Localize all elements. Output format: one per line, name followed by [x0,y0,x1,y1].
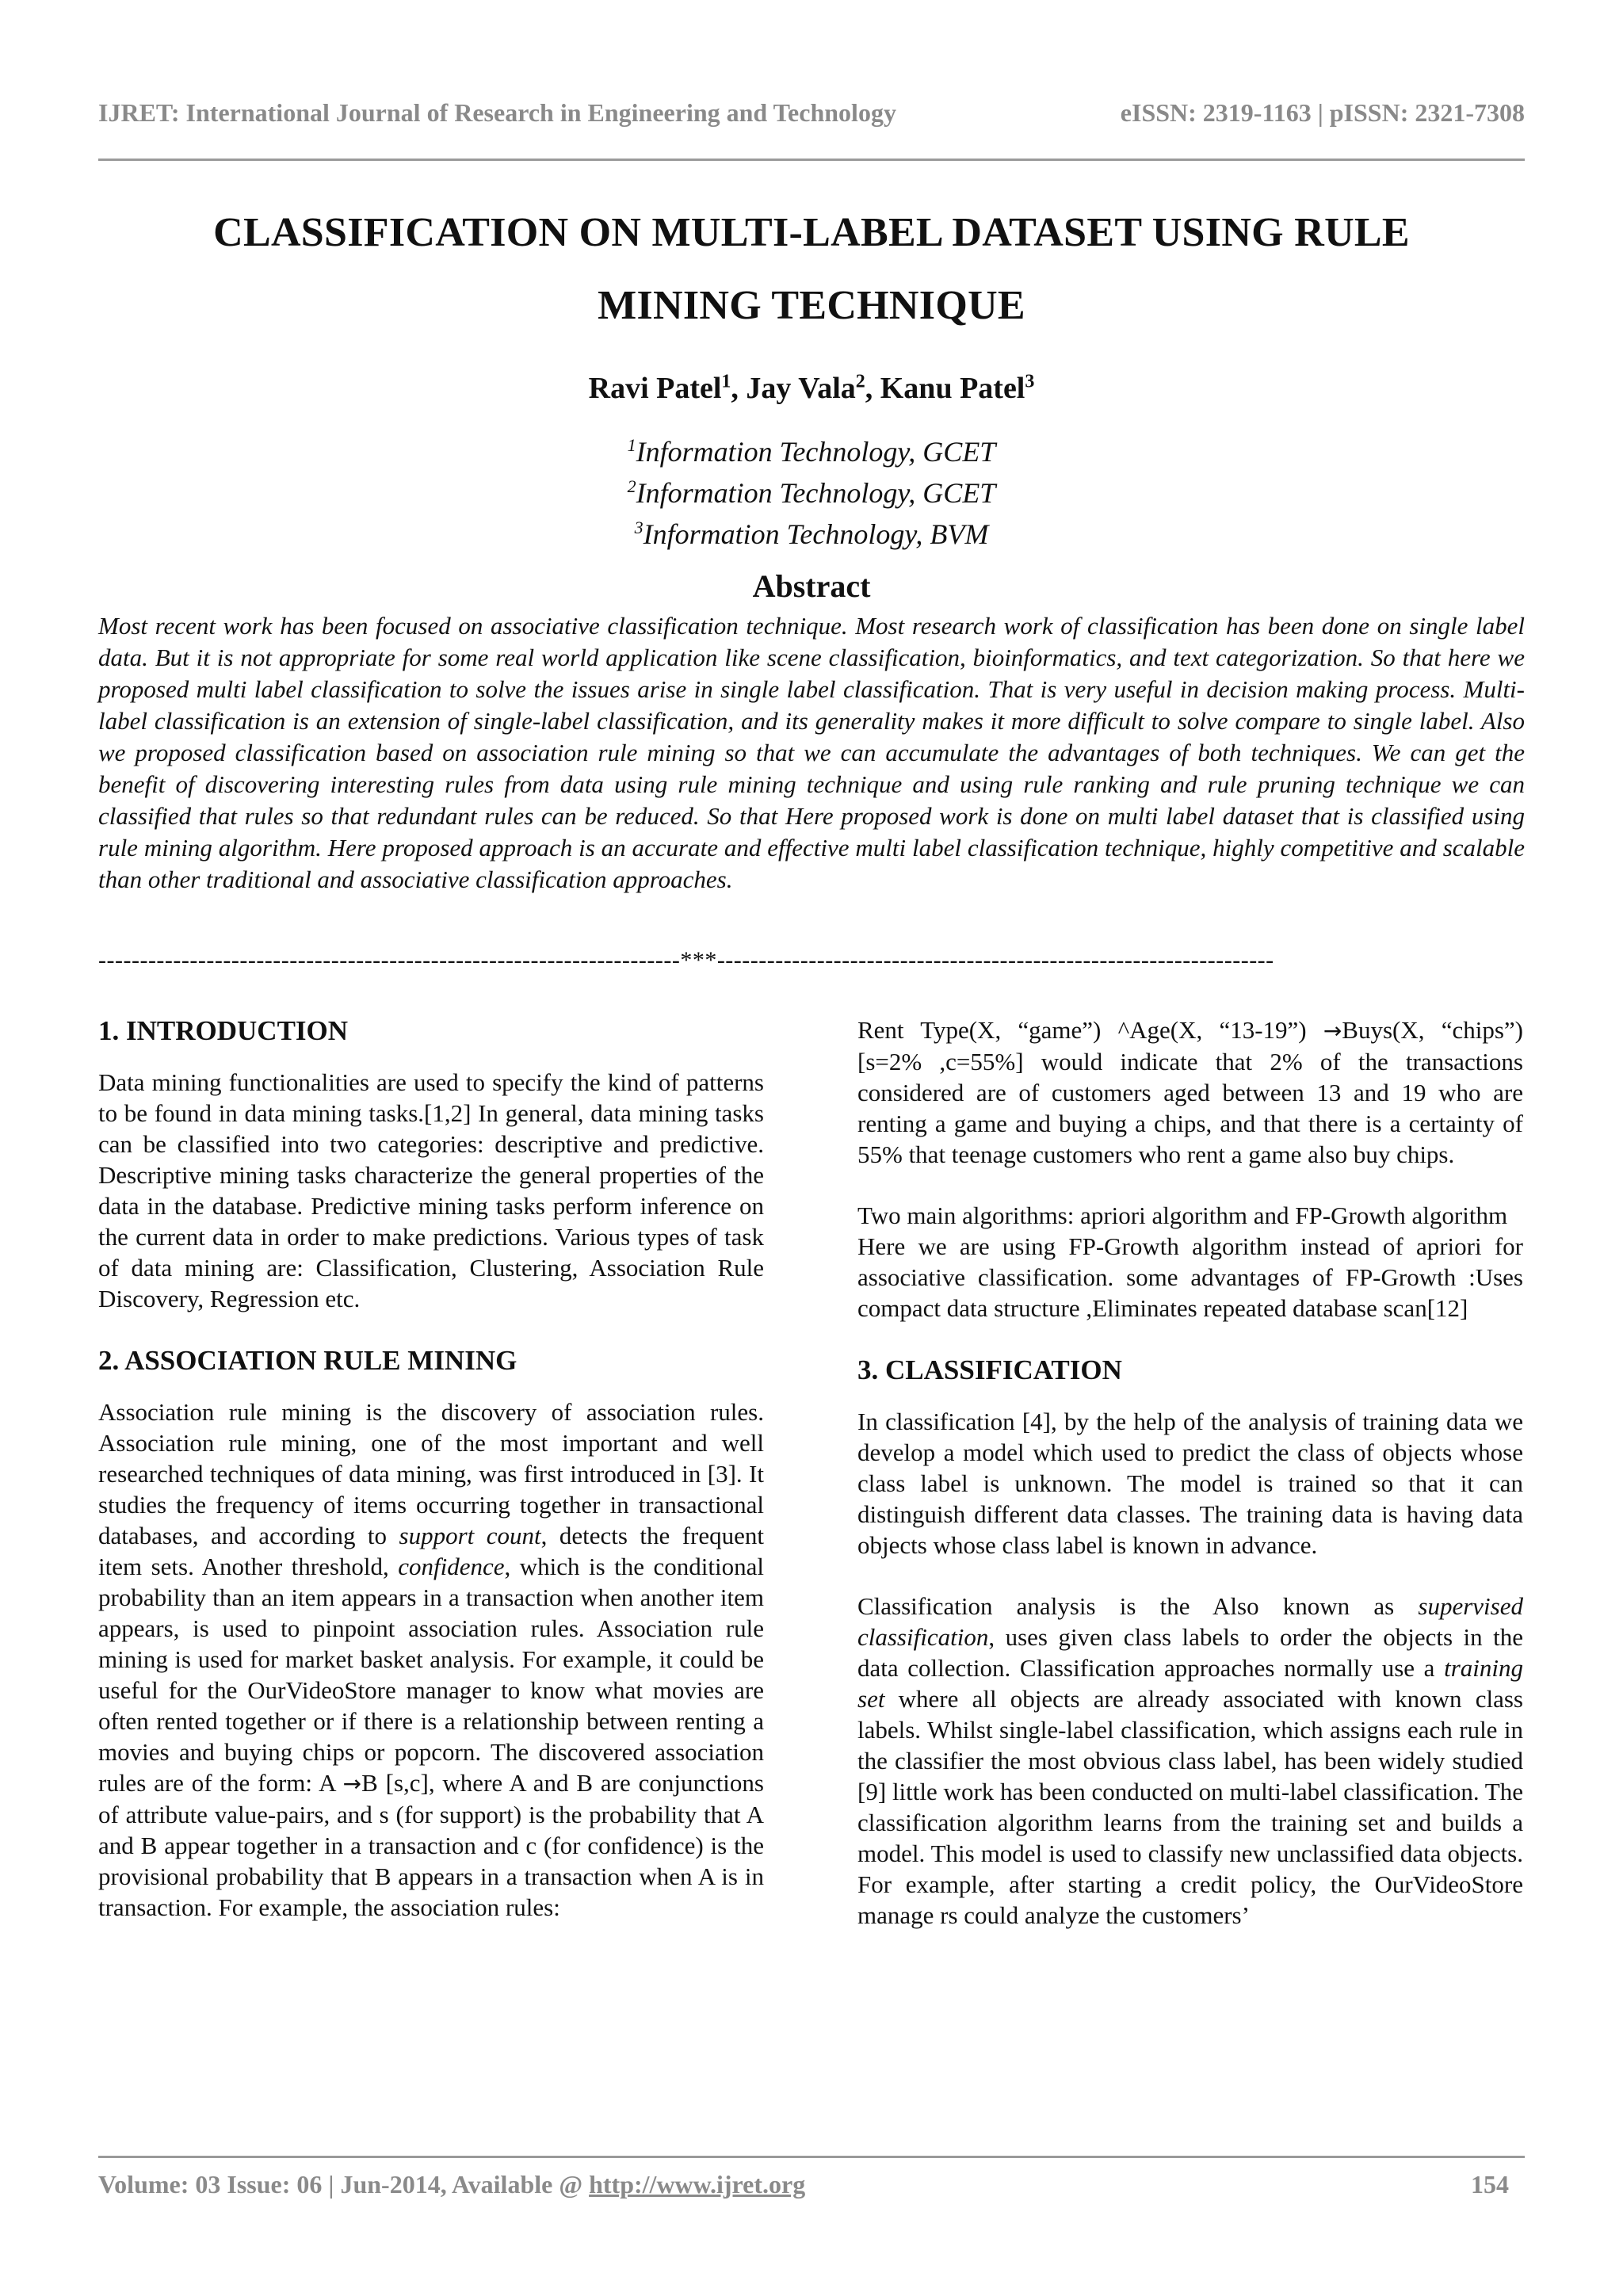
section-separator: ----------------------------------------------------------------------***------------------------------------------------------------------- [98,947,1274,973]
text-run: Buys(X, “chips”) [s=2% ,c=55%] would indicate that 2% of the transactions considered are of customers aged between 13 and 19 who are renting a game and buying a chips, and that there is a certainty of 55% that teenage customers who rent a game also buy chips. [857,1016,1523,1168]
journal-name: IJRET: International Journal of Research in Engineering and Technology [98,98,896,127]
author-name: Kanu Patel [880,372,1025,405]
right-arrow-icon: → [342,1771,362,1797]
classification-paragraph-2 [857,1591,1523,1931]
abstract-body: Most recent work has been focused on associative classification technique. Most research work of classification has been done on single label data. But it is not appropriate for some real world application like scene classification, bioinformatics, and text categorization. So that here we proposed multi label classification to solve the issues arise in single label classification. That is very useful in decision making process. Multi-label classification is an extension of single-label classification, and its generality makes it more difficult to solve compare to single label. Also we proposed classification based on association rule mining so that we can accumulate the advantages of both techniques. We can get the benefit of discovering interesting rules from data using rule mining technique and using rule ranking and rule pruning technique we can classified that rules so that redundant rules can be reduced. So that Here proposed work is done on multi label dataset that is classified using rule mining algorithm. Here proposed approach is an accurate and effective multi label classification technique, highly competitive and scalable than other traditional and associative classification approaches. [98,612,1525,893]
affiliation-text: Information Technology, GCET [636,436,996,468]
emphasis: supervised classification [857,1592,1523,1651]
affiliation [0,510,1623,552]
author-name: Ravi Patel [588,372,722,405]
emphasis: training set [857,1654,1523,1713]
text-run: Classification analysis is the Also known as [857,1592,1419,1620]
title-line-1: CLASSIFICATION ON MULTI-LABEL DATASET USING RULE [213,210,1410,255]
author-sup: 1 [721,371,731,392]
text-run: , detects the frequent item sets. Another threshold, [98,1522,764,1580]
running-header [98,98,1525,128]
affiliation-sup: 1 [627,435,636,455]
author-sup: 3 [1025,371,1035,392]
text-run: B [s,c], where A and B are conjunctions of attribute value-pairs, and s (for support) is the probability that A and B appear together in a transaction and c (for confidence) is the provisional probability that B appears in a transaction when A is in transaction. For example, the association rules: [98,1769,764,1921]
affiliation-text: Information Technology, GCET [636,477,996,509]
fp-growth-paragraph: Here we are using FP-Growth algorithm instead of apriori for associative classification. some advantages of FP-Growth :Uses compact data structure ,Eliminates repeated database scan[12] [857,1232,1523,1322]
volume-text: Volume: 03 Issue: 06 | Jun-2014, Available @ [98,2170,590,2199]
author-sup: 2 [855,371,865,392]
text-run: where all objects are already associated with known class labels. Whilst single-label classification, which assigns each rule in the classifier the most obvious class label, has been widely studied [9] little work has been conducted on multi-label classification. The classification algorithm learns from the training set and builds a model. This model is used to classify new unclassified data objects. For example, after starting a credit policy, the OurVideoStore manage rs could analyze the customers’ [857,1685,1523,1929]
right-arrow-icon: → [1323,1018,1342,1044]
title-line-2: MINING TECHNIQUE [598,283,1025,328]
emphasis: support count [399,1522,541,1549]
section-heading-association-rule-mining: 2. ASSOCIATION RULE MINING [98,1345,517,1376]
journal-link[interactable]: http://www.ijret.org [589,2170,806,2199]
section-heading-introduction: 1. INTRODUCTION [98,1015,349,1046]
algorithms-line: Two main algorithms: apriori algorithm and FP-Growth algorithm [857,1201,1508,1229]
affiliation-text: Information Technology, BVM [643,518,989,550]
left-column [98,1014,764,1953]
issn-info: eISSN: 2319-1163 | pISSN: 2321-7308 [1120,98,1525,127]
header-divider [98,159,1525,161]
classification-paragraph-1: In classification [4], by the help of the analysis of training data we develop a model which used to predict the class of objects whose class label is unknown. The model is trained so that it can distinguish different data classes. The training data is having data objects whose class label is known in advance. [857,1408,1523,1559]
footer-divider [98,2156,1525,2158]
affiliation-sup: 2 [627,476,636,496]
running-footer [98,2170,1525,2199]
affiliation-sup: 3 [634,518,643,537]
author-name: Jay Vala [746,372,856,405]
affiliation [0,428,1623,469]
introduction-paragraph: Data mining functionalities are used to specify the kind of patterns to be found in data mining tasks.[1,2] In general, data mining tasks can be classified into two categories: descriptive and predictive. Descriptive mining tasks characterize the general properties of the data in the database. Predictive mining tasks perform inference on the current data in order to make predictions. Various types of task of data mining are: Classification, Clustering, Association Rule Discovery, Regression etc. [98,1068,764,1312]
section-heading-classification: 3. CLASSIFICATION [857,1354,1122,1385]
paper-title [98,197,1525,342]
emphasis: confidence [398,1553,505,1580]
affiliation [0,469,1623,510]
text-run: , uses given class labels to order the objects in the data collection. Classification approaches normally use a [857,1623,1523,1682]
page-number: 154 [1471,2170,1509,2199]
volume-info [98,2170,805,2199]
author-list: Ravi Patel$^1$, Jay Vala$^2$, Kanu Patel$^3$ [588,371,1035,405]
abstract-heading: Abstract [752,568,871,604]
text-run: Rent Type(X, “game”) ^Age(X, “13-19”) [857,1016,1323,1044]
text-run: Association rule mining is the discovery of association rules. Association rule mining, one of the most important and well researched techniques of data mining, was first introduced in [3]. It studies the frequency of items occurring together in transactional databases, and according to [98,1398,764,1549]
affiliation-list [0,428,1623,552]
rule-example-paragraph [857,1014,1523,1170]
right-column [857,1014,1523,1961]
text-run: , which is the conditional probability than an item appears in a transaction when another item appears, is used to pinpoint association rules. Association rule mining is used for market basket analysis. For example, it could be useful for the OurVideoStore manager to know what movies are often rented together or if there is a relationship between renting a movies and buying chips or popcorn. The discovered association rules are of the form: A [98,1553,765,1797]
association-rule-paragraph [98,1396,764,1923]
